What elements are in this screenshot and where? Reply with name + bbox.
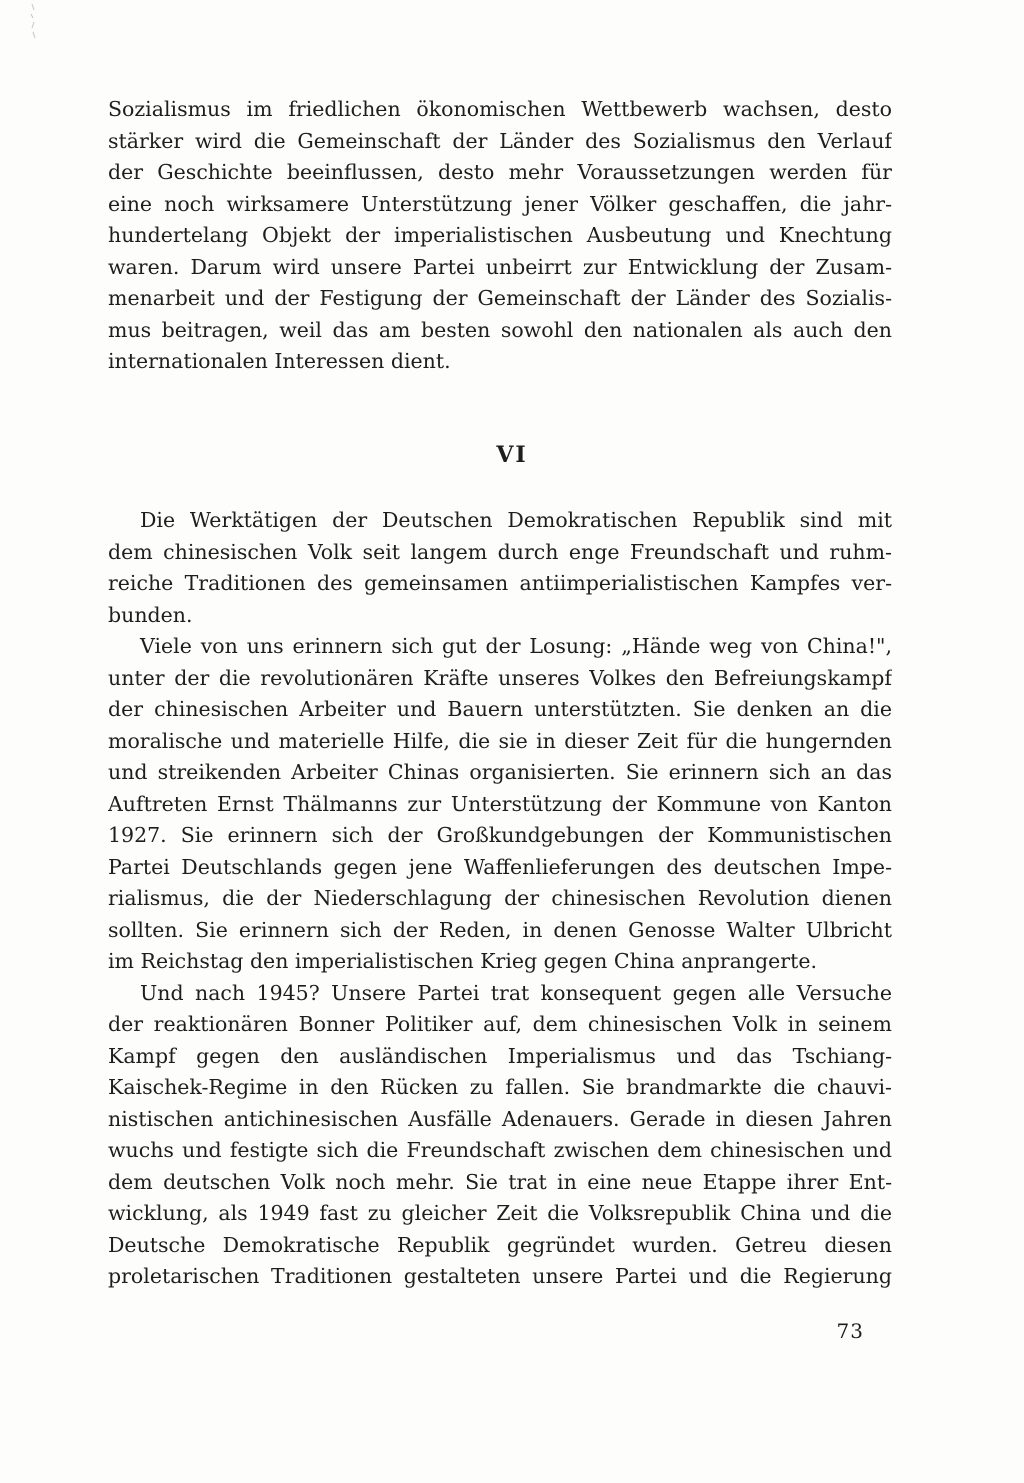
text-line: hundertelang Objekt der imperialistischen Ausbeutung und Knechtung bbox=[108, 223, 892, 247]
scan-artifact-icon bbox=[22, 2, 46, 42]
text-line: Deutsche Demokratische Republik gegründet wurden. Getreu diesen bbox=[108, 1232, 892, 1257]
text-line: der reaktionären Bonner Politiker auf, dem chinesischen Volk in seinem bbox=[108, 1012, 892, 1036]
text-line: im Reichstag den imperialistischen Krieg gegen China anprangerte. bbox=[108, 949, 817, 973]
text-line: sollten. Sie erinnern sich der Reden, in denen Genosse Walter Ulbricht bbox=[108, 917, 892, 942]
text-line: mus beitragen, weil das am besten sowohl den nationalen als auch den bbox=[108, 317, 892, 342]
text-line: waren. Darum wird unsere Partei unbeirrt zur Entwicklung der Zusam- bbox=[108, 254, 892, 279]
text-line: Auftreten Ernst Thälmanns zur Unterstützung der Kommune von Kanton bbox=[108, 791, 892, 816]
top-paragraph bbox=[108, 94, 892, 378]
text-line: der Geschichte beeinflussen, desto mehr Voraussetzungen werden für bbox=[108, 160, 892, 184]
paragraph-1 bbox=[108, 505, 892, 631]
text-line: reiche Traditionen des gemeinsamen antiimperialistischen Kampfes ver- bbox=[108, 571, 892, 595]
text-line: menarbeit und der Festigung der Gemeinschaft der Länder des Sozialis- bbox=[108, 286, 892, 310]
text-line: stärker wird die Gemeinschaft der Länder des Sozialismus den Verlauf bbox=[108, 128, 892, 153]
text-line: unter der die revolutionären Kräfte unseres Volkes den Befreiungskampf bbox=[108, 665, 892, 690]
text-line: bunden. bbox=[108, 602, 193, 627]
text-line: nistischen antichinesischen Ausfälle Adenauers. Gerade in diesen Jahren bbox=[108, 1106, 892, 1131]
text-line: dem deutschen Volk noch mehr. Sie trat in eine neue Etappe ihrer Ent- bbox=[108, 1169, 892, 1194]
text-line: und streikenden Arbeiter Chinas organisierten. Sie erinnern sich an das bbox=[108, 760, 892, 784]
section-body bbox=[108, 505, 892, 1293]
text-line: moralische und materielle Hilfe, die sie in dieser Zeit für die hungernden bbox=[108, 728, 892, 753]
text-line: proletarischen Traditionen gestalteten unsere Partei und die Regierung bbox=[108, 1264, 892, 1288]
text-line: Kaischek-Regime in den Rücken zu fallen. Sie brandmarkte die chauvi- bbox=[108, 1075, 892, 1099]
text-line: Kampf gegen den ausländischen Imperialismus und das Tschiang- bbox=[108, 1043, 892, 1068]
text-line: wicklung, als 1949 fast zu gleicher Zeit die Volksrepublik China und die bbox=[108, 1201, 892, 1225]
text-line: internationalen Interessen dient. bbox=[108, 349, 451, 373]
paragraph-2 bbox=[108, 631, 892, 978]
text-line: rialismus, die der Niederschlagung der chinesischen Revolution dienen bbox=[108, 886, 892, 910]
section-heading: VI bbox=[496, 442, 528, 468]
scan-edge-mark bbox=[22, 2, 46, 42]
page-number: 73 bbox=[836, 1319, 864, 1343]
text-line: dem chinesischen Volk seit langem durch enge Freundschaft und ruhm- bbox=[108, 539, 892, 564]
text-line: wuchs und festigte sich die Freundschaft zwischen dem chinesischen und bbox=[108, 1138, 892, 1162]
text-line: der chinesischen Arbeiter und Bauern unterstützten. Sie denken an die bbox=[108, 697, 892, 721]
text-line: Die Werktätigen der Deutschen Demokratischen Republik sind mit bbox=[140, 508, 892, 532]
text-line: Und nach 1945? Unsere Partei trat konsequent gegen alle Versuche bbox=[140, 980, 892, 1005]
text-line: Partei Deutschlands gegen jene Waffenlieferungen des deutschen Impe- bbox=[108, 854, 892, 879]
paragraph-3 bbox=[108, 978, 892, 1293]
text-line: Viele von uns erinnern sich gut der Losung: „Hände weg von China!", bbox=[140, 634, 892, 658]
text-line: eine noch wirksamere Unterstützung jener Völker geschaffen, die jahr- bbox=[108, 191, 892, 216]
text-line: 1927. Sie erinnern sich der Großkundgebungen der Kommunistischen bbox=[108, 823, 892, 847]
text-line: Sozialismus im friedlichen ökonomischen Wettbewerb wachsen, desto bbox=[108, 97, 892, 121]
